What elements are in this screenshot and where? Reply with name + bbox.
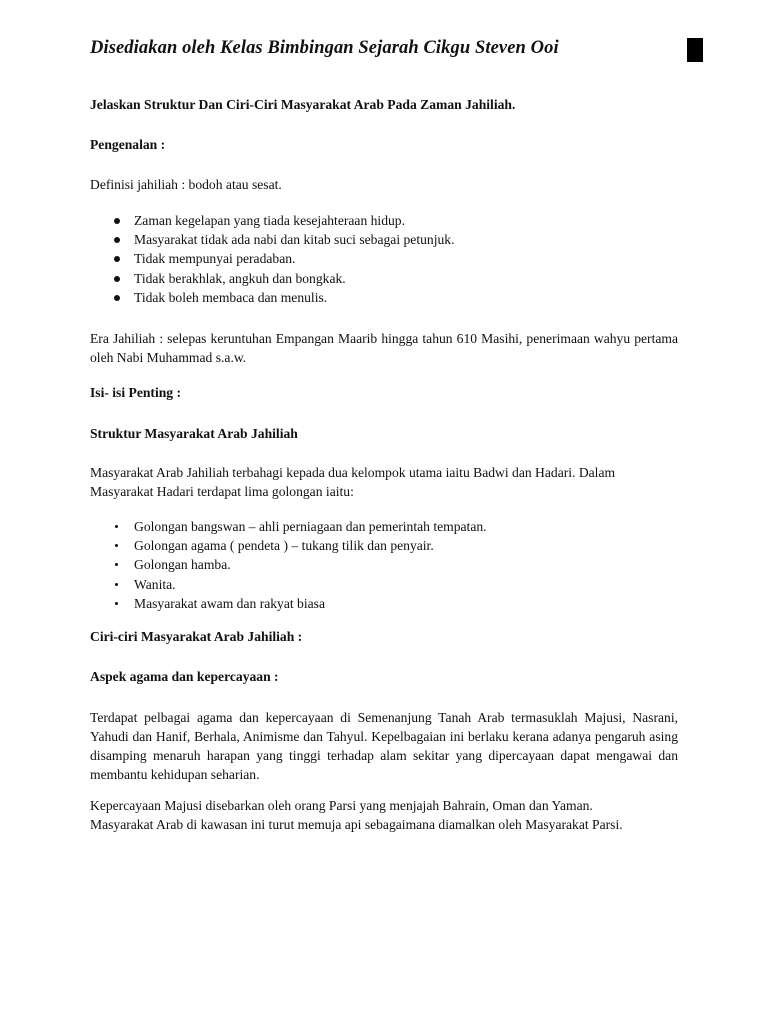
structure-heading: Struktur Masyarakat Arab Jahiliah	[90, 426, 298, 441]
header-title: Disediakan oleh Kelas Bimbingan Sejarah Cikgu Steven Ooi	[90, 38, 559, 58]
list-item: Masyarakat awam dan rakyat biasa	[112, 594, 672, 613]
religion-heading: Aspek agama dan kepercayaan :	[90, 669, 279, 684]
definition-text: Definisi jahiliah : bodoh atau sesat.	[90, 177, 282, 192]
list-item: Golongan agama ( pendeta ) – tukang tilik dan penyair.	[112, 536, 672, 555]
majusi-paragraph: Kepercayaan Majusi disebarkan oleh orang Parsi yang menjajah Bahrain, Oman dan Yaman. Masyarakat Arab di kawasan ini turut memuja api sebagaimana diamalkan oleh Masyarakat Parsi.	[90, 798, 623, 832]
main-points-heading: Isi- isi Penting :	[90, 385, 182, 400]
list-item: Golongan bangswan – ahli perniagaan dan pemerintah tempatan.	[112, 517, 672, 536]
intro-list	[112, 211, 672, 307]
list-item: Tidak boleh membaca dan menulis.	[112, 288, 672, 307]
list-item: Wanita.	[112, 575, 672, 594]
intro-heading: Pengenalan :	[90, 137, 166, 152]
list-item: Tidak mempunyai peradaban.	[112, 249, 672, 268]
features-heading: Ciri-ciri Masyarakat Arab Jahiliah :	[90, 629, 303, 644]
list-item: Zaman kegelapan yang tiada kesejahteraan hidup.	[112, 211, 672, 230]
structure-paragraph: Masyarakat Arab Jahiliah terbahagi kepada dua kelompok utama iaitu Badwi dan Hadari. Dalam Masyarakat Hadari terdapat lima golongan iaitu:	[90, 465, 616, 499]
list-item: Golongan hamba.	[112, 555, 672, 574]
groups-list	[112, 517, 672, 613]
list-item: Tidak berakhlak, angkuh dan bongkak.	[112, 269, 672, 288]
list-item: Masyarakat tidak ada nabi dan kitab suci sebagai petunjuk.	[112, 230, 672, 249]
question-heading: Jelaskan Struktur Dan Ciri-Ciri Masyarakat Arab Pada Zaman Jahiliah.	[90, 97, 516, 112]
header-black-block	[687, 38, 703, 62]
era-paragraph: Era Jahiliah : selepas keruntuhan Empangan Maarib hingga tahun 610 Masihi, penerimaan wahyu pertama oleh Nabi Muhammad s.a.w.	[90, 331, 678, 365]
religion-paragraph: Terdapat pelbagai agama dan kepercayaan di Semenanjung Tanah Arab termasuklah Majusi, Nasrani, Yahudi dan Hanif, Berhala, Animisme dan Tahyul. Kepelbagaian ini berlaku kerana adanya pengaruh asing disamping menaruh harapan yang tinggi terhadap alam sekitar yang dipercayaan dapat mengawai dan membantu kehidupan seharian.	[90, 710, 678, 782]
